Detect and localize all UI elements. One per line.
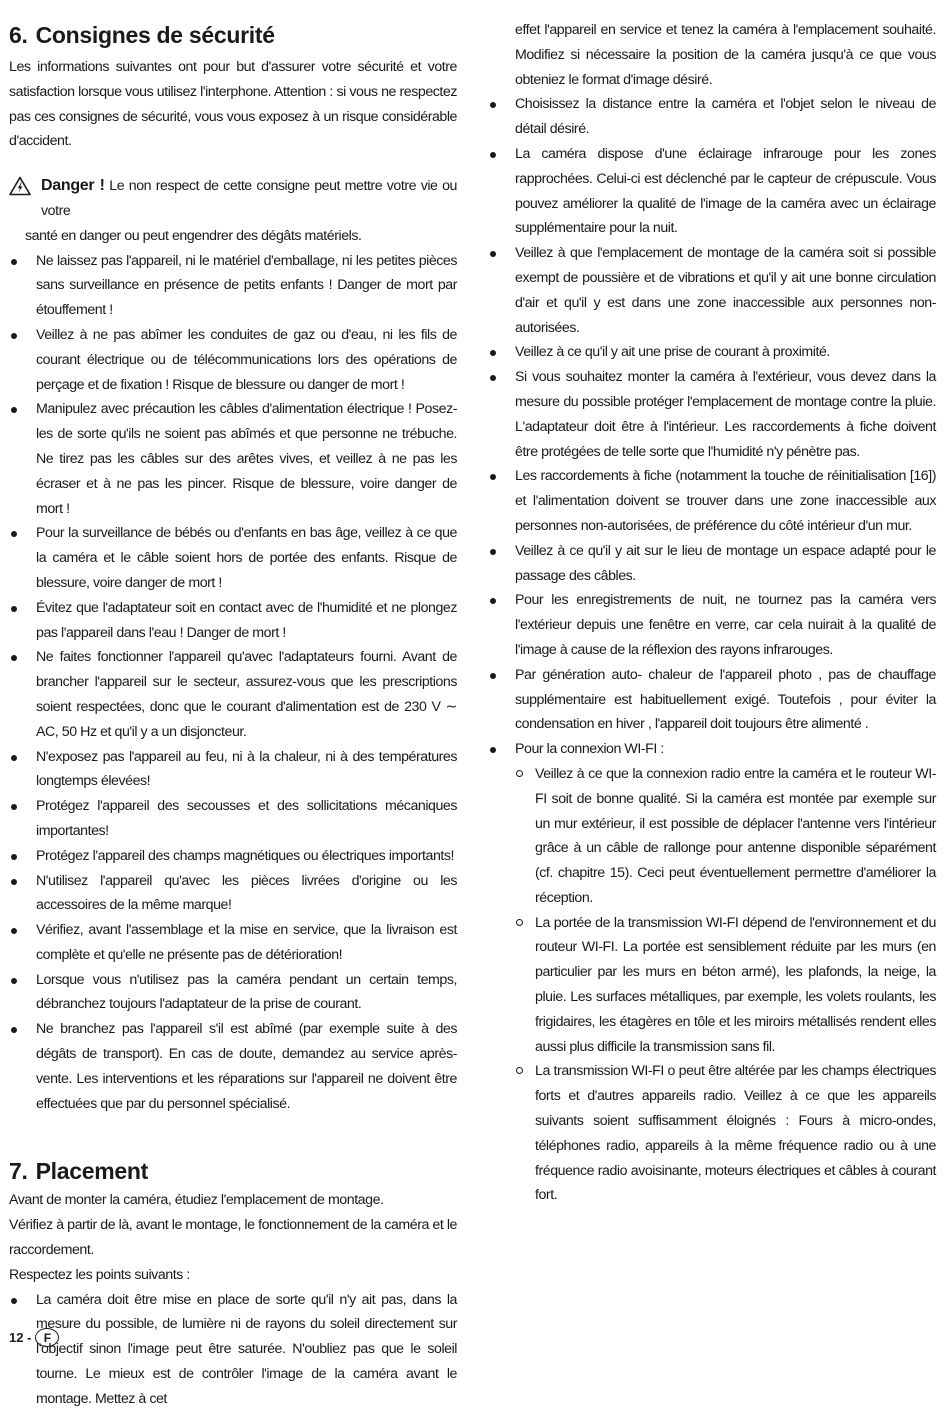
section-7-heading [9, 1154, 457, 1188]
list-item: Par génération auto- chaleur de l'appareil photo , pas de chauffage supplémentaire est habituellement exigé. Toutefois , pour éviter la condensation en hiver , l'appareil doit toujours être alimenté . [488, 663, 936, 737]
list-item: N'exposez pas l'appareil au feu, ni à la chaleur, ni à des températures longtemps élevées! [9, 745, 457, 795]
section-6-number: 6. [9, 22, 28, 48]
left-column [9, 18, 457, 1412]
list-item: La caméra doit être mise en place de sorte qu'il n'y ait pas, dans la mesure du possible, de lumière ni de rayons du soleil directement sur l'objectif sinon l'image peut être saturée. N'oubliez pas que le soleil tourne. Le mieux est de contrôler l'image de la caméra avant le montage. Mettez à cet [9, 1288, 457, 1412]
section-6-heading [9, 18, 457, 52]
list-item: Veillez à ce qu'il y ait sur le lieu de montage un espace adapté pour le passage des câbles. [488, 539, 936, 589]
wifi-sublist [488, 762, 936, 1208]
sub-list-item: La transmission WI-FI o peut être altérée par les champs électriques forts et d'autres appareils radio. Veillez à ce que les appareils suivants soient suffisamment éloignés : Fours à micro-ondes, téléphones radio, appareils à la même fréquence radio ou à une fréquence radio avoisinante, moteurs électriques et câbles à courant fort. [488, 1059, 936, 1208]
language-badge: F [35, 1328, 59, 1347]
wifi-label: Pour la connexion WI-FI : [515, 741, 664, 758]
section-7-number: 7. [9, 1158, 28, 1185]
sub-list-item: Veillez à ce que la connexion radio entre la caméra et le routeur WI-FI soit de bonne qualité. Si la caméra est montée par exemple sur un mur extérieur, il est possible de déplacer l'antenne vers l'intérieur grâce à un câble de rallonge pour antenne disponible séparément (cf. chapitre 15). Ceci peut éventuellement permettre d'améliorer la réception. [488, 762, 936, 911]
list-item: Ne faites fonctionner l'appareil qu'avec l'adaptateurs fourni. Avant de brancher l'appareil sur le secteur, assurez-vous que les prescriptions soient respectées, donc que le courant d'alimentation est de 230 V ∼ AC, 50 Hz et qu'il y a un disjoncteur. [9, 645, 457, 744]
warning-triangle-icon [9, 176, 31, 196]
danger-notice [9, 174, 457, 248]
danger-text-2: santé en danger ou peut engendrer des dégâts matériels. [25, 227, 362, 244]
list-item: Pour les enregistrements de nuit, ne tournez pas la caméra vers l'extérieur depuis une fenêtre en verre, car cela nuirait à la qualité de l'image à cause de la réflexion des rayons infrarouges. [488, 588, 936, 662]
list-item: Choisissez la distance entre la caméra et l'objet selon le niveau de détail désiré. [488, 92, 936, 142]
list-item: Protégez l'appareil des secousses et des sollicitations mécaniques importantes! [9, 794, 457, 844]
placement-list [488, 92, 936, 762]
list-item: Évitez que l'adaptateur soit en contact avec de l'humidité et ne plongez pas l'appareil dans l'eau ! Danger de mort ! [9, 596, 457, 646]
placement-p2: Vérifiez à partir de là, avant le montage, le fonctionnement de la caméra et le raccordement. [9, 1217, 457, 1259]
placement-p3: Respectez les points suivants : [9, 1266, 190, 1283]
page-number: 12 - [9, 1330, 32, 1345]
section-6-intro: Les informations suivantes ont pour but d'assurer votre sécurité et votre satisfaction lorsque vous utilisez l'interphone. Attention : si vous ne respectez pas ces consignes de sécurité, vous vous exposez à un risque considérable d'accident. [9, 59, 457, 150]
danger-text-1: Le non respect de cette consigne peut mettre votre vie ou votre [41, 178, 457, 219]
list-item: N'utilisez l'appareil qu'avec les pièces livrées d'origine ou les accessoires de la même marque! [9, 869, 457, 919]
placement-item-continued: effet l'appareil en service et tenez la caméra à l'emplacement souhaité. Modifiez si nécessaire la position de la caméra jusqu'à ce que vous obteniez le format d'image désiré. [515, 22, 936, 88]
list-item: Ne branchez pas l'appareil s'il est abîmé (par exemple suite à des dégâts de transport). En cas de doute, demandez au service après-vente. Les interventions et les réparations sur l'appareil ne doivent être effectuées que par du personnel spécialisé. [9, 1017, 457, 1116]
list-item: Veillez à ne pas abîmer les conduites de gaz ou d'eau, ni les fils de courant électrique ou de télécommunications lors des opérations de perçage et de fixation ! Risque de blessure ou danger de mort ! [9, 323, 457, 397]
list-item: Lorsque vous n'utilisez pas la caméra pendant un certain temps, débranchez toujours l'adaptateur de la prise de courant. [9, 968, 457, 1018]
list-item: Veillez à que l'emplacement de montage de la caméra soit si possible exempt de poussière et de vibrations et qu'il y ait une bonne circulation d'air et qu'il y est dans une zone inaccessible aux personnes non-autorisées. [488, 241, 936, 340]
safety-list [9, 249, 457, 1117]
right-column [488, 18, 936, 1208]
list-item: Si vous souhaitez monter la caméra à l'extérieur, vous devez dans la mesure du possible protéger l'emplacement de montage contre la pluie. L'adaptateur doit être à l'intérieur. Les raccordements à fiche doivent être protégées de telle sorte que l'humidité n'y pénètre pas. [488, 365, 936, 464]
list-item: Les raccordements à fiche (notamment la touche de réinitialisation [16]) et l'alimentation doivent se trouver dans une zone inaccessible aux personnes non-autorisées, de préférence du côté intérieur d'un mur. [488, 464, 936, 538]
danger-label: Danger ! [41, 177, 105, 195]
section-6-title: Consignes de sécurité [35, 22, 275, 48]
sub-list-item: La portée de la transmission WI-FI dépend de l'environnement et du routeur WI-FI. La portée est sensiblement réduite par les murs (en particulier par les murs en béton armé), les plafonds, la neige, la pluie. Les surfaces métalliques, par exemple, les volets roulants, les frigidaires, les étagères en tôle et les miroirs métallisés rendent elles aussi plus difficile la transmission sans fil. [488, 911, 936, 1060]
list-item [488, 737, 936, 762]
placement-p1: Avant de monter la caméra, étudiez l'emplacement de montage. [9, 1192, 384, 1209]
list-item: Pour la surveillance de bébés ou d'enfants en bas âge, veillez à ce que la caméra et le câble soient hors de portée des enfants. Risque de blessure, voire danger de mort ! [9, 521, 457, 595]
section-7-title: Placement [35, 1158, 148, 1185]
page-footer [9, 1328, 59, 1347]
list-item: Manipulez avec précaution les câbles d'alimentation électrique ! Posez-les de sorte qu'ils ne soient pas abîmés et que personne ne trébuche. Ne tirez pas les câbles sur des arêtes vives, et veillez à ne pas les écraser et à ne pas les pincer. Risque de blessure, voire danger de mort ! [9, 397, 457, 521]
list-item: Vérifiez, avant l'assemblage et la mise en service, que la livraison est complète et qu'elle ne présente pas de détérioration! [9, 918, 457, 968]
list-item: Protégez l'appareil des champs magnétiques ou électriques importants! [9, 844, 457, 869]
list-item: Ne laissez pas l'appareil, ni le matériel d'emballage, ni les petites pièces sans surveillance en présence de petits enfants ! Danger de mort par étouffement ! [9, 249, 457, 323]
list-item: Veillez à ce qu'il y ait une prise de courant à proximité. [488, 340, 936, 365]
placement-list-start [9, 1288, 457, 1412]
list-item: La caméra dispose d'une éclairage infrarouge pour les zones rapprochées. Celui-ci est déclenché par le capteur de crépuscule. Vous pouvez améliorer la qualité de l'image de la caméra avec un éclairage supplémentaire pour la nuit. [488, 142, 936, 241]
